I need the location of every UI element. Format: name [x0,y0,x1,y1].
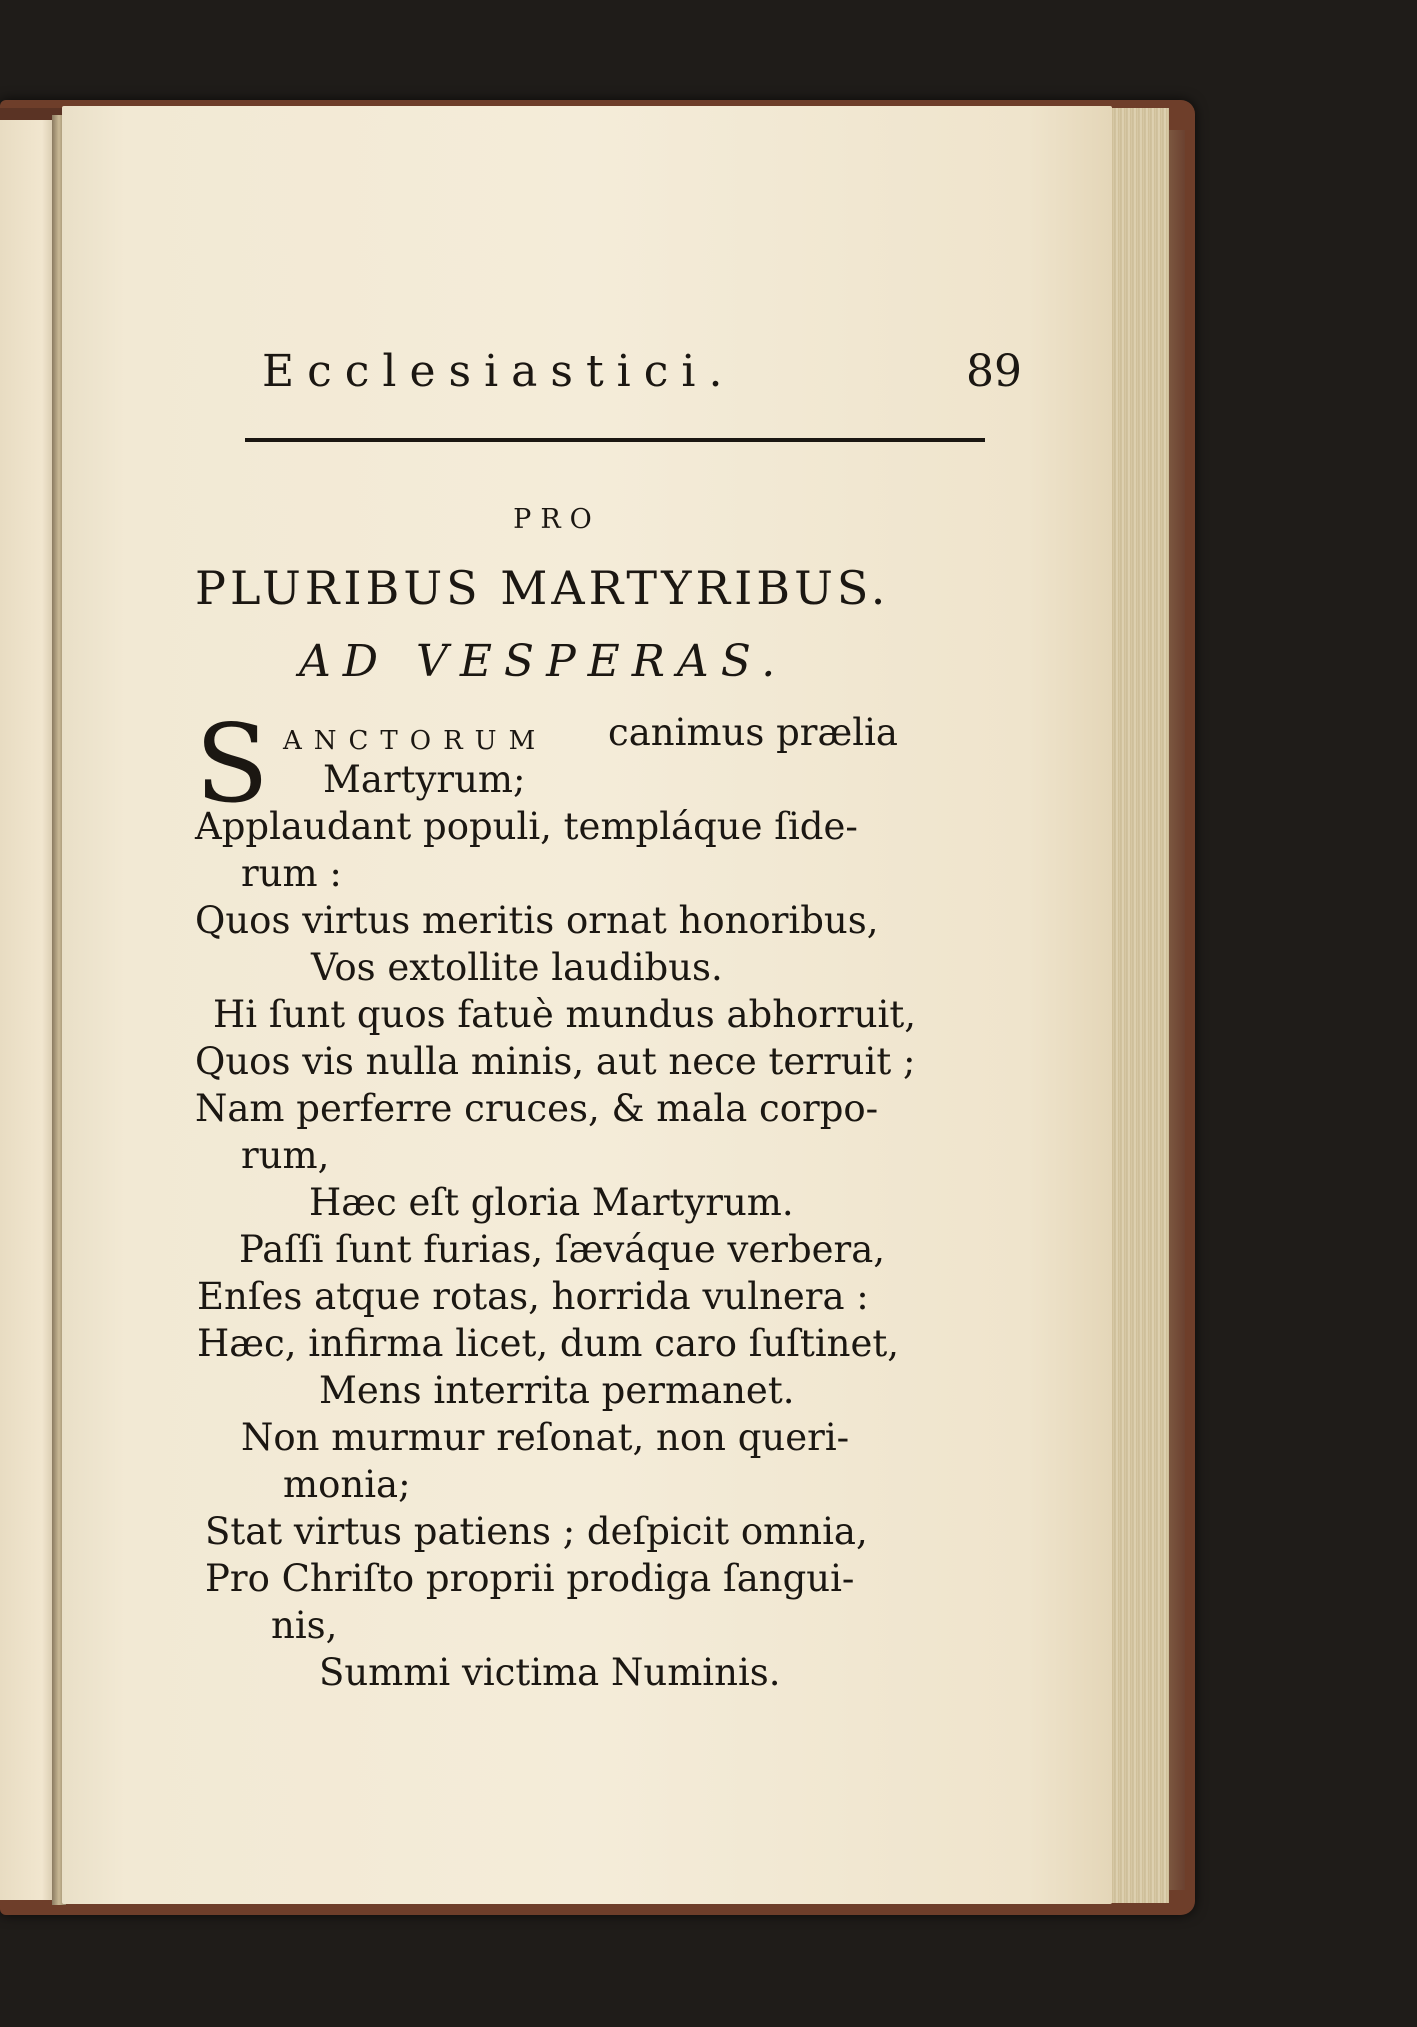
page-number: 89 [966,346,1022,397]
running-title: Ecclesiastici. [262,346,736,397]
verse-line: Hæc eſt gloria Martyrum. [309,1181,794,1224]
verse-line: canimus prælia [608,711,898,754]
verse-line: nis, [271,1604,338,1647]
verse-line: Mens interrita permanet. [319,1369,795,1412]
right-page [62,106,1112,1904]
heading-pro: PRO [513,504,601,535]
verse-line: Martyrum; [323,758,526,801]
verse-line: Enſes atque rotas, horrida vulnera : [197,1275,869,1318]
drop-cap: S [195,702,269,827]
verse-line: Vos extollite laudibus. [311,946,723,989]
verse-line: Paſſi ſunt furias, ſæváque verbera, [239,1228,886,1271]
verse-line: monia; [283,1463,411,1506]
verse-line: Hæc, infirma licet, dum caro ſuſtinet, [197,1322,900,1365]
verse-line: Quos virtus meritis ornat honoribus, [195,899,879,942]
page-text [187,106,1022,1806]
verse-line: Pro Chriſto proprii prodiga ſangui- [205,1557,855,1600]
verse-line: Hi ſunt quos fatuè mundus abhorruit, [213,993,917,1036]
verse-line-1-smallcaps [283,718,547,755]
running-header [262,346,1022,397]
verse-line: Nam perferre cruces, & mala corpo- [195,1087,879,1130]
verse-line: Quos vis nulla minis, aut nece terruit ; [195,1040,916,1083]
verse-line: Stat virtus patiens ; deſpicit omnia, [205,1510,868,1553]
left-page [0,120,60,1900]
verse-line: Applaudant populi, templáque ſide- [195,805,858,848]
heading-office: AD VESPERAS. [299,636,788,687]
header-rule [245,438,985,442]
first-word-rest: ANCTORUM [283,726,548,756]
verse-line: rum, [241,1134,330,1177]
verse-line: Non murmur reſonat, non queri- [241,1416,850,1459]
heading-subtitle: PLURIBUS MARTYRIBUS. [195,561,890,615]
verse-line: rum : [241,852,342,895]
verse-line: Summi victima Numinis. [319,1651,781,1694]
